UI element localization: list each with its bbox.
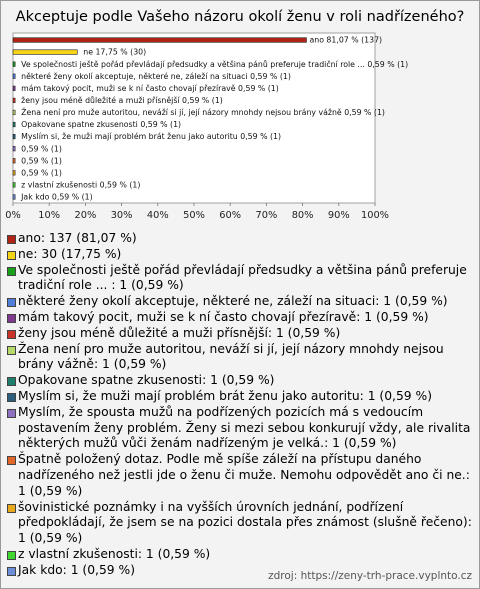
legend-item (6, 310, 472, 326)
legend-swatch (7, 346, 16, 355)
legend-swatch (7, 330, 16, 339)
bar-7 (13, 110, 15, 115)
legend-swatch (7, 298, 16, 307)
bar-label-12: 0,59 % (1) (21, 168, 62, 178)
bar-5 (13, 86, 15, 91)
legend-swatch (7, 267, 16, 276)
bar-4 (13, 74, 15, 79)
legend-item (6, 373, 472, 389)
legend-item (6, 405, 472, 452)
legend-swatch (7, 235, 16, 244)
x-tick-label-9: 90% (327, 210, 350, 221)
bar-9 (13, 134, 15, 139)
legend-item (6, 342, 472, 374)
legend-label: Opakovane spatne zkusenosti: 1 (0,59 %) (18, 373, 275, 388)
bar-label-10: 0,59 % (1) (21, 144, 62, 154)
legend-item (6, 263, 472, 295)
bar-2 (13, 50, 77, 55)
bar-label-2: ne 17,75 % (30) (83, 47, 147, 57)
legend-swatch (7, 377, 16, 386)
legend-swatch (7, 456, 16, 465)
bar-14 (13, 195, 15, 200)
bar-12 (13, 171, 15, 176)
bar-label-6: ženy jsou méně důležité a muži přísnější 0,59 % (1) (21, 95, 223, 105)
legend-label: šovinistické poznámky i na vyšších úrovních jednání, podřízení předpokládají, že jsem se na pozici dostala přes známost (slušně řečeno): 1 (0,59 %) (18, 499, 472, 546)
legend-item (6, 452, 472, 499)
legend-item (6, 500, 472, 547)
bar-3 (13, 62, 15, 67)
x-tick-label-0: 0% (5, 210, 21, 221)
bar-label-8: Opakovane spatne zkusenosti 0,59 % (1) (21, 120, 182, 130)
legend-swatch (7, 251, 16, 260)
plot-area (13, 33, 375, 203)
legend-label: Ve společnosti ještě pořád převládají předsudky a většina pánů preferuje tradiční role ... : 1 (0,59 %) (18, 262, 467, 293)
x-tick-label-8: 80% (291, 210, 314, 221)
bar-label-7: Žena není pro muže autoritou, neváží si jí, její názory mnohdy nejsou brány vážně 0,59 % (1) (21, 108, 385, 118)
bar-label-3: Ve společnosti ještě pořád převládají předsudky a většina pánů preferuje tradiční role ... 0,59 % (1) (21, 59, 409, 69)
bar-label-13: z vlastní zkušenosti 0,59 % (1) (21, 180, 141, 190)
bar-10 (13, 146, 15, 151)
bar-chart (0, 0, 480, 230)
bar-1 (13, 38, 306, 43)
legend-swatch (7, 567, 16, 576)
x-tick-label-2: 20% (74, 210, 97, 221)
x-tick-label-7: 70% (255, 210, 278, 221)
x-tick-label-4: 40% (146, 210, 169, 221)
x-tick-label-6: 60% (219, 210, 242, 221)
legend-label: ženy jsou méně důležité a muži přísnější: 1 (0,59 %) (18, 325, 341, 340)
chart-title: Akceptuje podle Vašeho názoru okolí ženu v roli nadřízeného? (15, 9, 465, 25)
x-tick-label-10: 100% (360, 210, 390, 221)
legend-label: některé ženy okolí akceptuje, některé ne, záleží na situaci: 1 (0,59 %) (18, 294, 448, 309)
legend-label: Špatně položený dotaz. Podle mě spíše záleží na přístupu daného nadřízeného než jestli jde o ženu či muže. Nemohu odpovědět ano či ne.: 1 (0,59 %) (18, 452, 470, 498)
x-tick-label-5: 50% (183, 210, 205, 221)
bar-label-5: mám takový pocit, muži se k ní často chovají přezíravě 0,59 % (1) (21, 83, 279, 93)
legend-label: Myslím, že spousta mužů na podřízených pozicích má s vedoucím postavením ženy problém. Ženy si mezi sebou konkurují vždy, ale rivalita některých mužů vůči ženám nadřízeným je velká.: 1 (0,59 %) (18, 404, 471, 451)
legend-swatch (7, 393, 16, 402)
legend-label: Žena není pro muže autoritou, neváží si jí, její názory mnohdy nejsou brány vážně: 1 (0,59 %) (18, 341, 444, 372)
legend-label: ne: 30 (17,75 %) (18, 246, 122, 261)
x-tick-label-1: 10% (38, 210, 61, 221)
legend-label: z vlastní zkušenosti: 1 (0,59 %) (18, 546, 211, 561)
legend-swatch (7, 314, 16, 323)
bar-label-14: Jak kdo 0,59 % (1) (21, 192, 93, 202)
legend-label: Jak kdo: 1 (0,59 %) (18, 562, 135, 577)
bar-13 (13, 183, 15, 188)
legend-item (6, 247, 472, 263)
legend-item (6, 294, 472, 310)
bar-label-4: některé ženy okolí akceptuje, některé ne, záleží na situaci 0,59 % (1) (21, 71, 291, 81)
bar-11 (13, 158, 15, 163)
legend-label: ano: 137 (81,07 %) (18, 231, 137, 245)
legend-item (6, 389, 472, 405)
legend-item (6, 326, 472, 342)
bar-label-1: ano 81,07 % (137) (309, 35, 383, 45)
chart-legend (6, 231, 472, 579)
source-note: zdroj: https://zeny-trh-prace.vyplnto.cz (268, 570, 472, 582)
legend-label: mám takový pocit, muži se k ní často chovají přezíravě: 1 (0,59 %) (18, 309, 429, 324)
legend-item (6, 547, 472, 563)
bar-label-9: Myslím si, že muži mají problém brát ženu jako autoritu 0,59 % (1) (21, 132, 282, 142)
legend-swatch (7, 409, 16, 418)
bar-8 (13, 122, 15, 127)
bar-label-11: 0,59 % (1) (21, 156, 62, 166)
legend-swatch (7, 551, 16, 560)
legend-label: Myslím si, že muži mají problém brát ženu jako autoritu: 1 (0,59 %) (18, 388, 433, 403)
x-tick-label-3: 30% (110, 210, 133, 221)
bar-6 (13, 98, 15, 103)
legend-item (6, 231, 472, 247)
legend-swatch (7, 504, 16, 513)
